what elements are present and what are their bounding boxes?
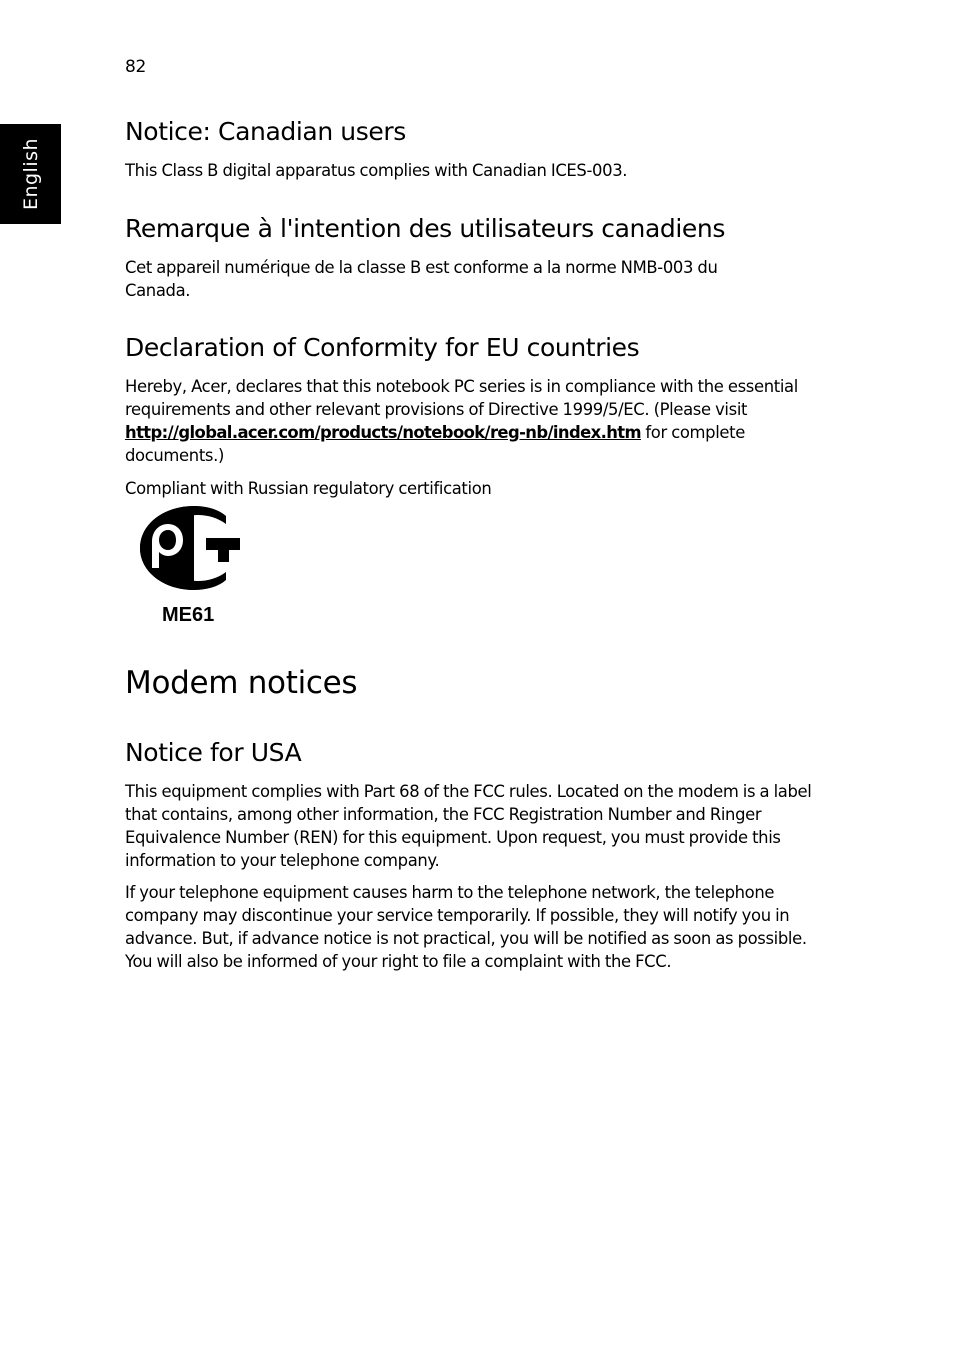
eu-text-before-link: Hereby, Acer, declares that this notebook PC series is in compliance with the essential requirements and other relevant provisions of Directive 1999/5/EC. (Please visit: [125, 377, 798, 419]
heading-eu-conformity: Declaration of Conformity for EU countries: [125, 333, 640, 362]
language-tab-label: English: [19, 137, 42, 211]
heading-modem-notices: Modem notices: [125, 665, 358, 701]
canadian-users-text: This Class B digital apparatus complies with Canadian ICES-003.: [125, 161, 628, 180]
eu-text-after-link: for complete documents.): [125, 423, 745, 465]
russian-certification-text: Compliant with Russian regulatory certification: [125, 479, 492, 498]
certification-code: ME61: [162, 604, 215, 626]
pct-certification-logo-icon: [138, 506, 242, 590]
heading-canadian-users: Notice: Canadian users: [125, 117, 406, 146]
heading-notice-usa: Notice for USA: [125, 738, 302, 767]
page-number: 82: [125, 57, 147, 77]
canadian-fr-text: Cet appareil numérique de la classe B est conforme a la norme NMB-003 du Canada.: [125, 258, 718, 300]
acer-regulatory-link[interactable]: http://global.acer.com/products/notebook/reg-nb/index.htm: [125, 423, 641, 442]
usa-notice-paragraph-1: This equipment complies with Part 68 of the FCC rules. Located on the modem is a label that contains, among other information, the FCC Registration Number and Ringer Equivalence Number (REN) for this equipment. Upon request, you must provide this information to your telephone company.: [125, 782, 812, 870]
heading-canadian-fr: Remarque à l'intention des utilisateurs canadiens: [125, 214, 725, 243]
language-tab: [0, 124, 61, 224]
eu-conformity-text: [125, 375, 815, 467]
usa-notice-paragraph-2: If your telephone equipment causes harm to the telephone network, the telephone company may discontinue your service temporarily. If possible, they will notify you in advance. But, if advance notice is not practical, you will be notified as soon as possible. You will also be informed of your right to file a complaint with the FCC.: [125, 883, 807, 971]
